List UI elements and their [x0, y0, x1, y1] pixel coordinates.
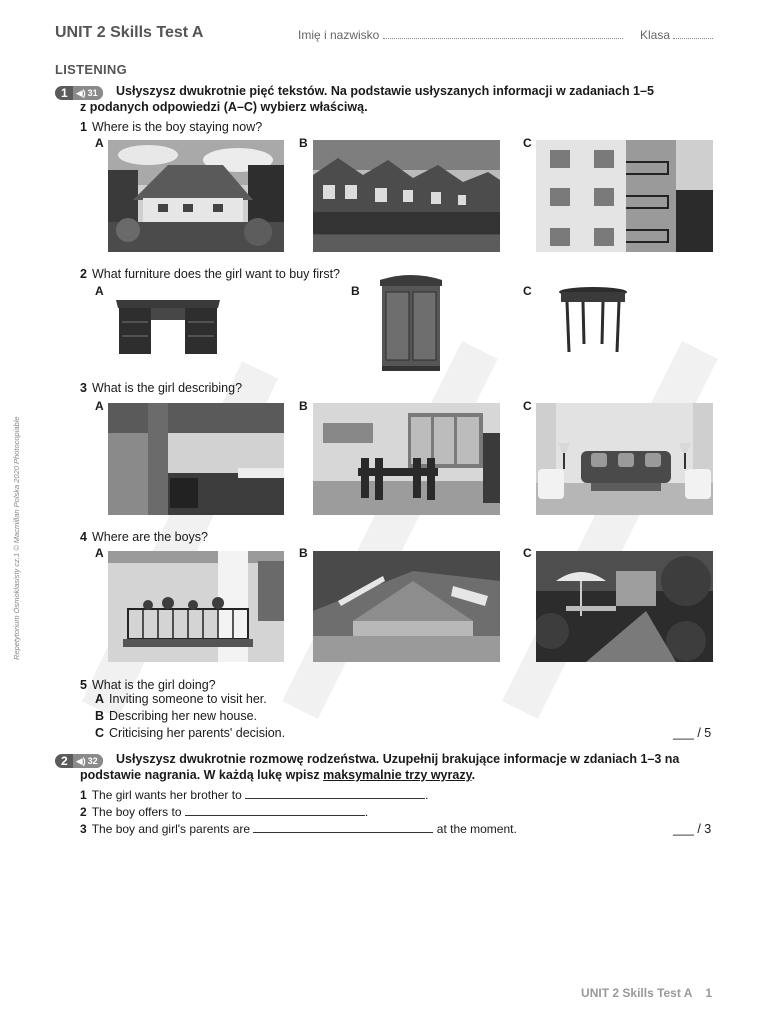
- garden-photo[interactable]: [536, 551, 713, 662]
- task1-instruction-line1: Usłyszysz dwukrotnie pięć tekstów. Na podstawie usłyszanych informacji w zadaniach 1–5: [116, 84, 654, 98]
- q5-choice-c[interactable]: [95, 726, 285, 740]
- copyright-side-text: Repetytorium Ósmoklasisty cz.1 © Macmillan Polska 2020 Photocopiable: [12, 416, 21, 660]
- living-room-photo[interactable]: [536, 403, 713, 515]
- question-number: 4: [80, 530, 87, 544]
- section-listening: LISTENING: [55, 62, 128, 77]
- answer-blank-2[interactable]: [185, 805, 365, 816]
- page-number: 1: [705, 986, 712, 1000]
- choice-letter: C: [95, 726, 105, 740]
- desk-photo[interactable]: [114, 296, 222, 356]
- dining-room-photo[interactable]: [313, 403, 500, 515]
- q5-choice-b[interactable]: [95, 709, 257, 723]
- question-number: 2: [80, 267, 87, 281]
- choice-text: Criticising her parents' decision.: [109, 726, 286, 740]
- page-footer: [581, 986, 712, 1000]
- q1-option-a-label[interactable]: A: [95, 136, 104, 150]
- question-3: [80, 381, 242, 395]
- gap-item-1: 1 The girl wants her brother to .: [80, 788, 429, 802]
- task1-number: 1: [61, 86, 68, 100]
- choice-text: Inviting someone to visit her.: [109, 692, 267, 706]
- balcony-photo[interactable]: [108, 551, 284, 662]
- round-table-photo[interactable]: [557, 286, 629, 354]
- name-field[interactable]: [298, 27, 623, 42]
- choice-letter: B: [95, 709, 105, 723]
- task2-track: 32: [87, 756, 98, 766]
- q5-choice-a[interactable]: [95, 692, 267, 706]
- speaker-icon: ◀︎): [75, 755, 86, 766]
- class-field[interactable]: [640, 27, 713, 42]
- q1-option-b-label[interactable]: B: [299, 136, 308, 150]
- q2-option-b-label[interactable]: B: [351, 284, 360, 298]
- apartment-block-photo[interactable]: [536, 140, 713, 252]
- wardrobe-photo[interactable]: [378, 272, 444, 372]
- q4-option-b-label[interactable]: B: [299, 546, 308, 560]
- choice-text: Describing her new house.: [109, 709, 258, 723]
- class-label: Klasa: [640, 28, 671, 42]
- question-text: What furniture does the girl want to buy first?: [91, 267, 340, 281]
- gap-item-3: 3 The boy and girl's parents are at the moment.: [80, 822, 517, 836]
- q3-option-a-label[interactable]: A: [95, 399, 104, 413]
- kitchen-photo[interactable]: [108, 403, 284, 515]
- thatched-cottage-photo[interactable]: [108, 140, 284, 252]
- q3-option-b-label[interactable]: B: [299, 399, 308, 413]
- name-label: Imię i nazwisko: [298, 28, 380, 42]
- question-number: 5: [80, 678, 87, 692]
- question-text: Where are the boys?: [91, 530, 208, 544]
- answer-blank-3[interactable]: [253, 822, 433, 833]
- question-number: 1: [80, 120, 87, 134]
- name-line[interactable]: [383, 27, 623, 39]
- task2-number: 2: [61, 754, 68, 768]
- task1-instruction-line2: z podanych odpowiedzi (A–C) wybierz właściwą.: [80, 100, 368, 114]
- terraced-houses-photo[interactable]: [313, 140, 500, 252]
- question-text: What is the girl describing?: [91, 381, 243, 395]
- question-4: [80, 530, 208, 544]
- task2-instruction-line2: podstawie nagrania. W każdą lukę wpisz maksymalnie trzy wyrazy.: [80, 768, 476, 782]
- task1-track: 31: [87, 88, 98, 98]
- task2-instruction-line1: Usłyszysz dwukrotnie rozmowę rodzeństwa. Uzupełnij brakujące informacje w zdaniach 1–3 na: [116, 752, 680, 766]
- answer-blank-1[interactable]: [245, 788, 425, 799]
- question-text: What is the girl doing?: [91, 678, 216, 692]
- question-text: Where is the boy staying now?: [91, 120, 263, 134]
- q2-option-c-label[interactable]: C: [523, 284, 532, 298]
- question-number: 3: [80, 381, 87, 395]
- q3-option-c-label[interactable]: C: [523, 399, 532, 413]
- task2-score[interactable]: ___ / 3: [673, 822, 712, 836]
- max-words-emphasis: maksymalnie trzy wyrazy: [323, 768, 472, 782]
- attic-photo[interactable]: [313, 551, 500, 662]
- q1-option-c-label[interactable]: C: [523, 136, 532, 150]
- task1-score[interactable]: ___ / 5: [673, 726, 712, 740]
- question-2: [80, 267, 340, 281]
- question-1: [80, 120, 262, 134]
- test-title: UNIT 2 Skills Test A: [55, 24, 204, 41]
- question-5: [80, 678, 216, 692]
- q4-option-a-label[interactable]: A: [95, 546, 104, 560]
- footer-unit: UNIT 2 Skills Test A: [581, 986, 692, 1000]
- q2-option-a-label[interactable]: A: [95, 284, 104, 298]
- speaker-icon: ◀︎): [75, 87, 86, 98]
- choice-letter: A: [95, 692, 105, 706]
- class-line[interactable]: [673, 27, 713, 39]
- gap-item-2: 2 The boy offers to .: [80, 805, 369, 819]
- q4-option-c-label[interactable]: C: [523, 546, 532, 560]
